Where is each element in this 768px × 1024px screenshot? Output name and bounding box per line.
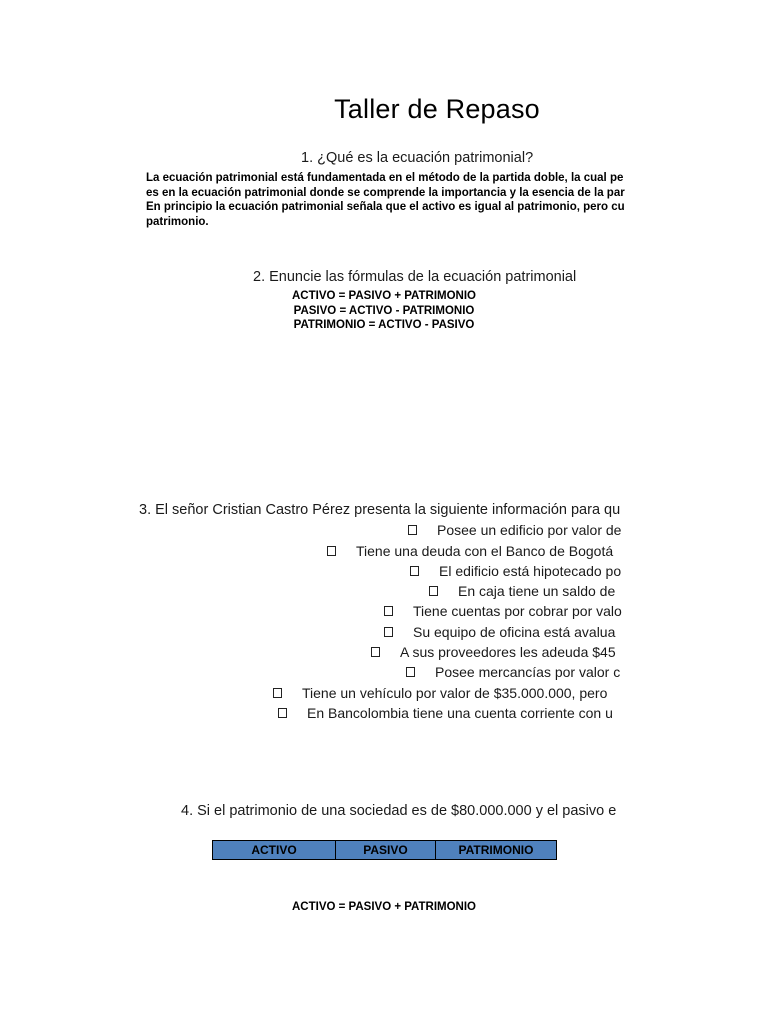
list-item: El edificio está hipotecado po xyxy=(410,563,621,579)
checkbox-icon xyxy=(327,546,336,556)
balance-table-header xyxy=(212,840,557,860)
list-item: Tiene un vehículo por valor de $35.000.000, pero xyxy=(273,685,607,701)
list-item: A sus proveedores les adeuda $45 xyxy=(371,644,616,660)
list-item: En Bancolombia tiene una cuenta corriente con u xyxy=(278,705,613,721)
question-2: 2. Enuncie las fórmulas de la ecuación patrimonial xyxy=(253,269,577,285)
checkbox-icon xyxy=(429,586,438,596)
list-item: En caja tiene un saldo de xyxy=(429,583,615,599)
checkbox-icon xyxy=(371,647,380,657)
list-item: Posee mercancías por valor c xyxy=(406,664,620,680)
table-header-pasivo: PASIVO xyxy=(336,841,436,860)
answer-1-line: patrimonio. xyxy=(146,215,209,228)
question-3: 3. El señor Cristian Castro Pérez presenta la siguiente información para qu xyxy=(139,502,621,518)
table-header-activo: ACTIVO xyxy=(213,841,336,860)
checkbox-icon xyxy=(278,708,287,718)
answer-1-line: La ecuación patrimonial está fundamentada en el método de la partida doble, la cual pe xyxy=(146,172,624,184)
question-4: 4. Si el patrimonio de una sociedad es de $80.000.000 y el pasivo e xyxy=(181,803,617,819)
formula: ACTIVO = PASIVO + PATRIMONIO xyxy=(291,290,477,302)
list-item: Su equipo de oficina está avalua xyxy=(384,624,615,640)
formula-bottom: ACTIVO = PASIVO + PATRIMONIO xyxy=(291,901,477,913)
formula: PATRIMONIO = ACTIVO - PASIVO xyxy=(293,319,475,331)
list-item: Tiene cuentas por cobrar por valo xyxy=(384,603,622,619)
answer-1 xyxy=(146,171,625,229)
checkbox-icon xyxy=(406,667,415,677)
checkbox-icon xyxy=(384,627,393,637)
checkbox-icon xyxy=(410,566,419,576)
answer-1-line: En principio la ecuación patrimonial señala que el activo es igual al patrimonio, pero cu xyxy=(146,201,625,213)
checkbox-icon xyxy=(384,606,393,616)
question-1: 1. ¿Qué es la ecuación patrimonial? xyxy=(301,150,534,166)
table-header-patrimonio: PATRIMONIO xyxy=(436,841,557,860)
list-item: Posee un edificio por valor de xyxy=(408,522,621,538)
checkbox-icon xyxy=(408,525,417,535)
formula: PASIVO = ACTIVO - PATRIMONIO xyxy=(293,304,475,317)
answer-1-line: es en la ecuación patrimonial donde se comprende la importancia y la esencia de la par xyxy=(146,186,625,199)
page-title: Taller de Repaso xyxy=(334,94,540,124)
list-item: Tiene una deuda con el Banco de Bogotá xyxy=(327,543,613,559)
formula-list xyxy=(212,289,556,333)
checkbox-icon xyxy=(273,688,282,698)
